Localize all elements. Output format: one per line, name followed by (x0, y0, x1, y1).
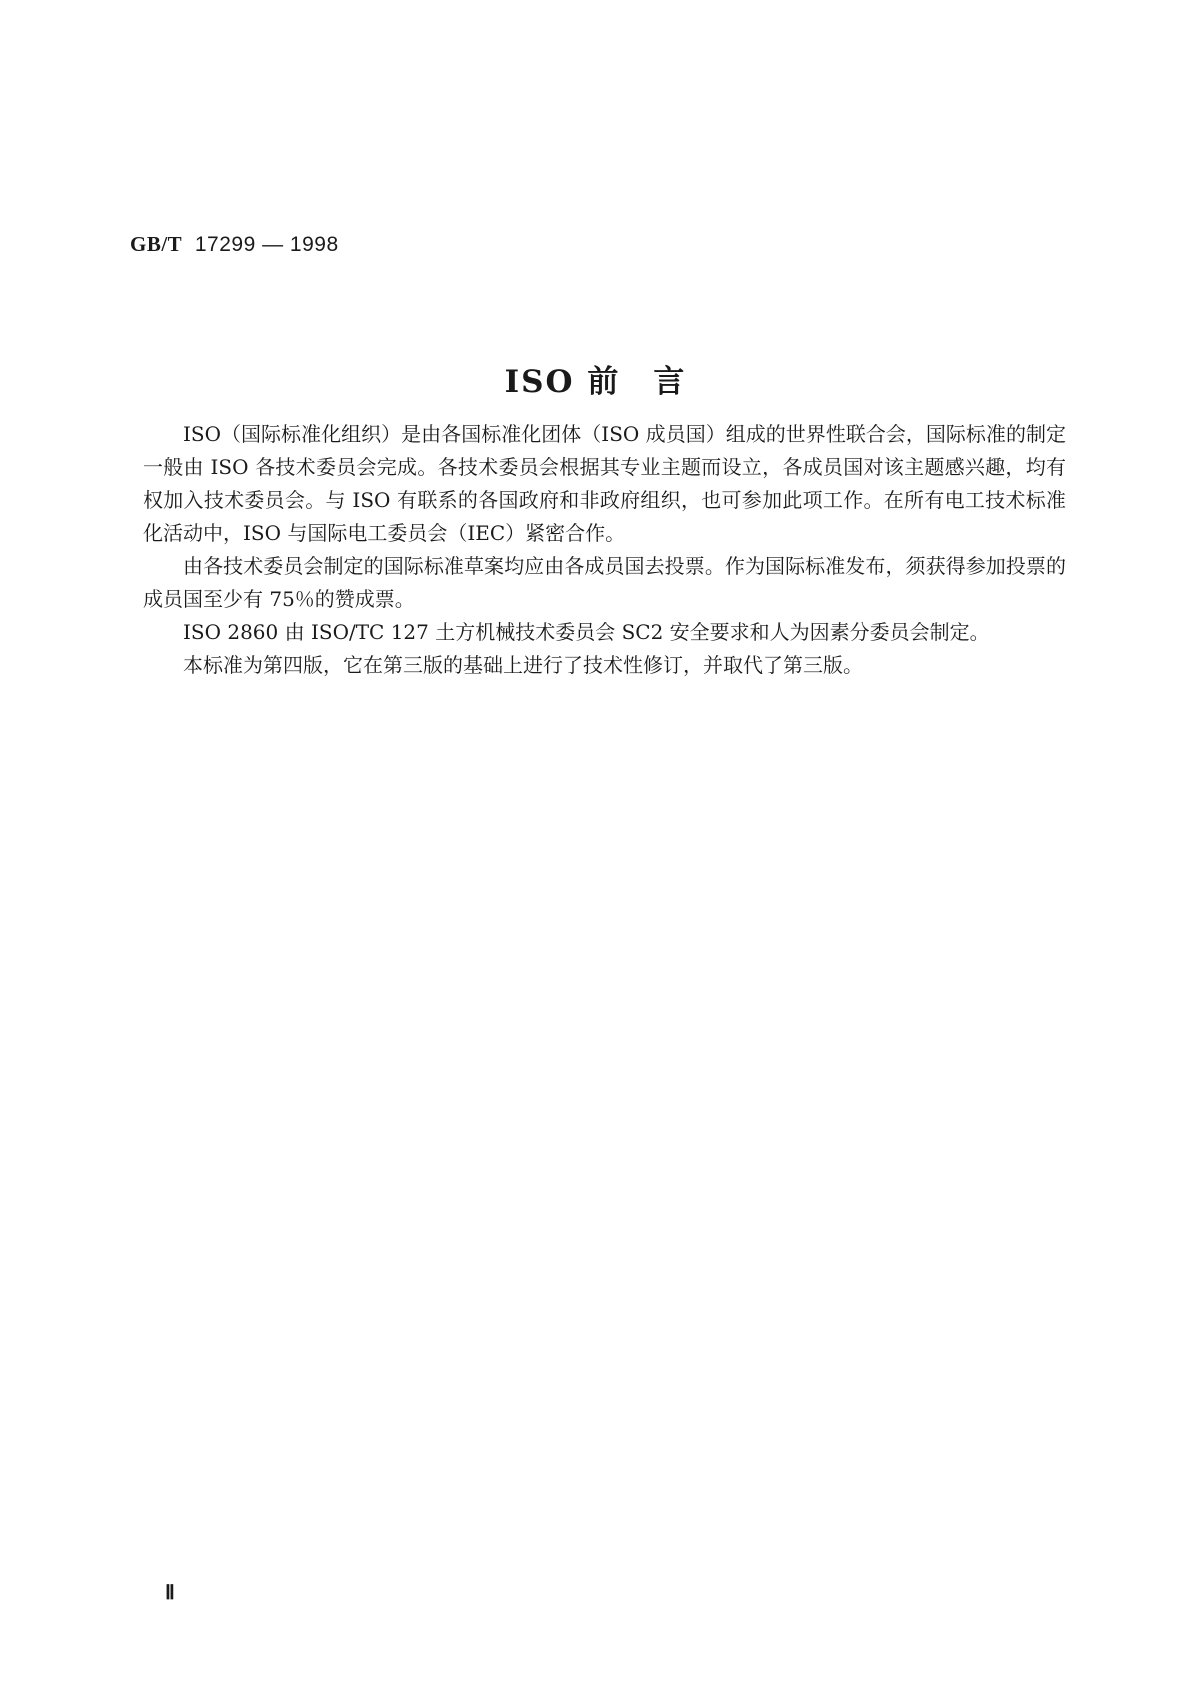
standard-prefix: GB/T (130, 232, 183, 256)
standard-number: 17299 — 1998 (194, 233, 339, 256)
foreword-body (143, 418, 1066, 682)
paragraph-4: 本标准为第四版，它在第三版的基础上进行了技术性修订，并取代了第三版。 (183, 653, 863, 677)
paragraph-2: 由各技术委员会制定的国际标准草案均应由各成员国去投票。作为国际标准发布，须获得参加投票的成员国至少有 75％的赞成票。 (143, 554, 1066, 611)
paragraph-1: ISO（国际标准化组织）是由各国标准化团体（ISO 成员国）组成的世界性联合会，国际标准的制定一般由 ISO 各技术委员会完成。各技术委员会根据其专业主题而设立，各成员国对该主题感兴趣，均有权加入技术委员会。与 ISO 有联系的各国政府和非政府组织，也可参加此项工作。在所有电工技术标准化活动中，ISO 与国际电工委员会（IEC）紧密合作。 (143, 422, 1066, 545)
paragraph-3: ISO 2860 由 ISO/TC 127 土方机械技术委员会 SC2 安全要求和人为因素分委员会制定。 (183, 620, 990, 644)
standard-code (130, 232, 339, 257)
page-number: Ⅱ (165, 1582, 175, 1604)
page-title: ISO 前 言 (504, 364, 687, 400)
